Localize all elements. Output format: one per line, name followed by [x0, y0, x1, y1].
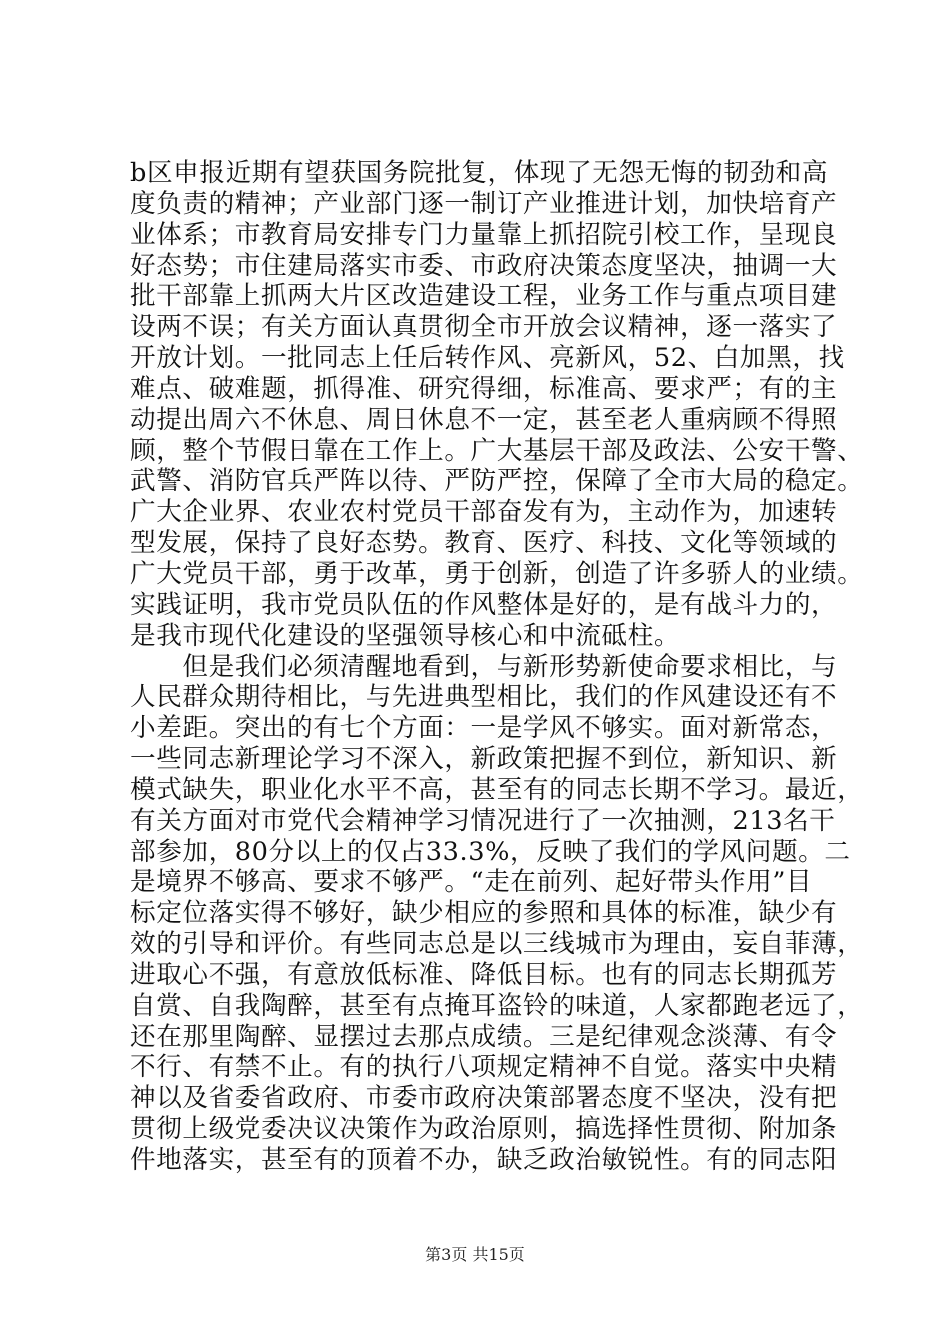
text-line: 不行、有禁不止。有的执行八项规定精神不自觉。落实中央精 — [130, 1052, 838, 1083]
text-line: 效的引导和评价。有些同志总是以三线城市为理由，妄自菲薄， — [130, 929, 864, 960]
text-line: 自赏、自我陶醉，甚至有点掩耳盗铃的味道，人家都跑老远了， — [130, 990, 864, 1021]
text-line: 贯彻上级党委决议决策作为政治原则，搞选择性贯彻、附加条 — [130, 1114, 838, 1145]
text-line: 是境界不够高、要求不够严。“走在前列、起好带头作用”目 — [130, 867, 813, 898]
page-number-footer: 第3页 共15页 — [425, 1245, 525, 1264]
text-line: 业体系；市教育局安排专门力量靠上抓招院引校工作，呈现良 — [130, 219, 838, 250]
text-line: b区申报近期有望获国务院批复，体现了无怨无悔的韧劲和高 — [130, 158, 829, 188]
text-line: 设两不误；有关方面认真贯彻全市开放会议精神，逐一落实了 — [130, 312, 838, 343]
text-line: 度负责的精神；产业部门逐一制订产业推进计划，加快培育产 — [130, 188, 838, 219]
text-line: 广大党员干部，勇于改革，勇于创新，创造了许多骄人的业绩。 — [130, 558, 864, 589]
text-line: 顾，整个节假日靠在工作上。广大基层干部及政法、公安干警、 — [130, 435, 864, 466]
text-line: 标定位落实得不够好，缺少相应的参照和具体的标准，缺少有 — [130, 898, 838, 929]
text-line: 件地落实，甚至有的顶着不办，缺乏政治敏锐性。有的同志阳 — [130, 1145, 838, 1175]
text-line: 型发展，保持了良好态势。教育、医疗、科技、文化等领域的 — [130, 528, 838, 559]
text-line: 武警、消防官兵严阵以待、严防严控，保障了全市大局的稳定。 — [130, 466, 864, 497]
text-line: 神以及省委省政府、市委市政府决策部署态度不坚决，没有把 — [130, 1083, 838, 1114]
text-line: 小差距。突出的有七个方面：一是学风不够实。面对新常态， — [130, 713, 838, 744]
text-line: 实践证明，我市党员队伍的作风整体是好的，是有战斗力的， — [130, 589, 838, 620]
text-line: 进取心不强，有意放低标准、降低目标。也有的同志长期孤芳 — [130, 959, 838, 990]
text-line: 是我市现代化建设的坚强领导核心和中流砥柱。 — [130, 620, 681, 651]
text-line: 广大企业界、农业农村党员干部奋发有为，主动作为，加速转 — [130, 497, 838, 528]
text-line: 一些同志新理论学习不深入，新政策把握不到位，新知识、新 — [130, 744, 838, 775]
text-line: 模式缺失，职业化水平不高，甚至有的同志长期不学习。最近， — [130, 774, 864, 805]
text-line: 开放计划。一批同志上任后转作风、亮新风，52、白加黑，找 — [130, 343, 845, 374]
text-line: 好态势；市住建局落实市委、市政府决策态度坚决，抽调一大 — [130, 250, 838, 281]
body-text — [130, 158, 864, 1176]
text-line: 人民群众期待相比，与先进典型相比，我们的作风建设还有不 — [130, 682, 838, 713]
text-line: 动提出周六不休息、周日休息不一定，甚至老人重病顾不得照 — [130, 404, 838, 435]
text-line: 还在那里陶醉、显摆过去那点成绩。三是纪律观念淡薄、有令 — [130, 1021, 838, 1052]
text-line: 有关方面对市党代会精神学习情况进行了一次抽测，213名干 — [130, 805, 836, 836]
text-line: 难点、破难题，抓得准、研究得细，标准高、要求严；有的主 — [130, 373, 838, 404]
text-line: 部参加，80分以上的仅占33.3%，反映了我们的学风问题。二 — [130, 836, 851, 867]
text-line: 批干部靠上抓两大片区改造建设工程，业务工作与重点项目建 — [130, 281, 838, 312]
paragraph-start-line: 但是我们必须清醒地看到，与新形势新使命要求相比，与 — [130, 651, 838, 682]
